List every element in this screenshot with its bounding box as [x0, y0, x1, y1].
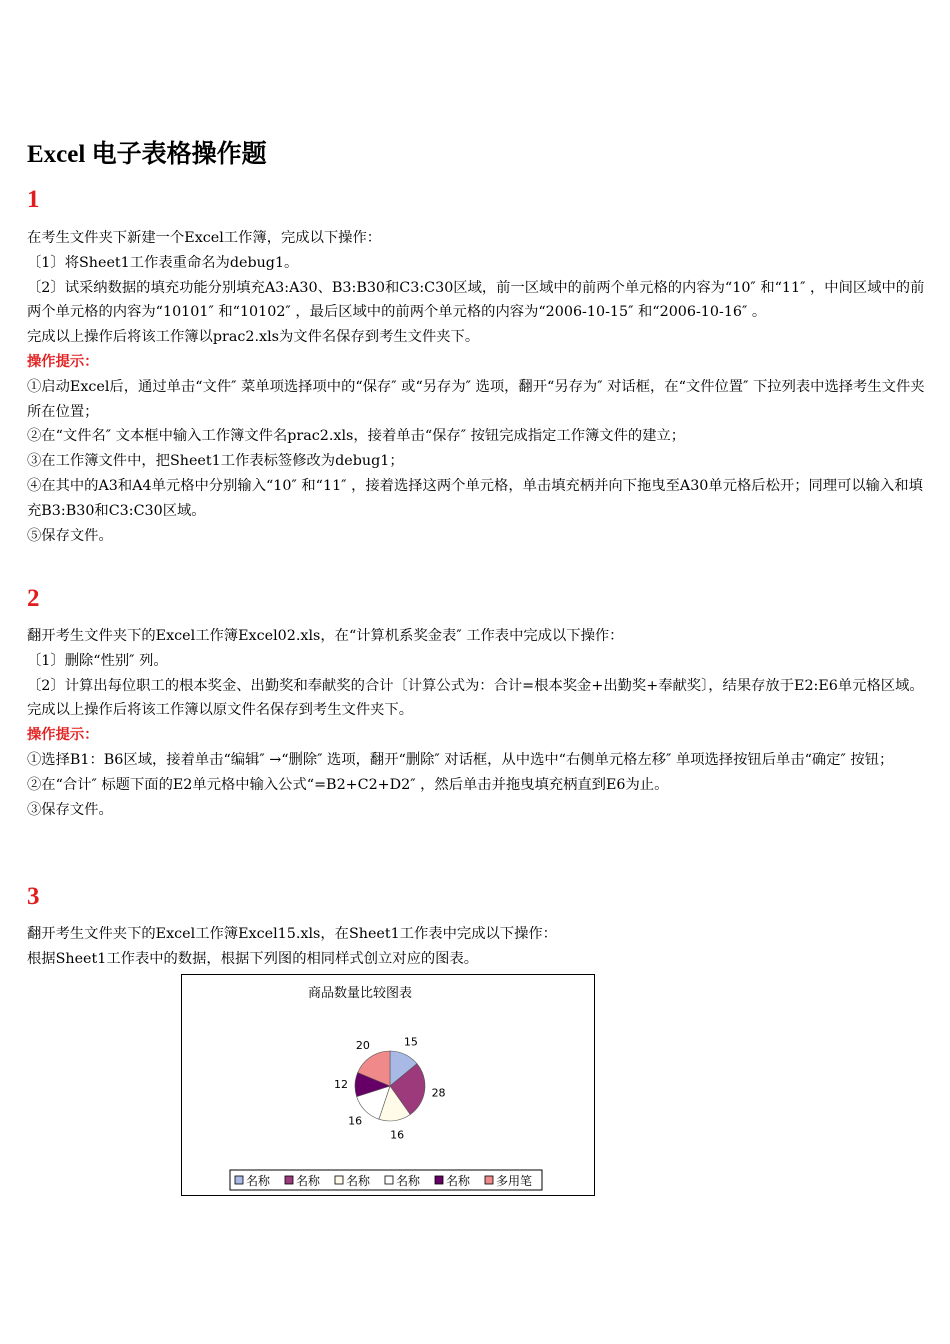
- hint-label: 操作提示：: [27, 727, 99, 744]
- pie-data-label: 15: [403, 1035, 418, 1049]
- pie-data-label: 20: [355, 1039, 370, 1053]
- legend-label: 名称: [396, 1174, 421, 1188]
- pie-data-label: 16: [348, 1114, 363, 1128]
- pie-data-label: 12: [334, 1077, 349, 1091]
- pie-chart: [181, 974, 595, 1196]
- legend-swatch: [335, 1176, 343, 1184]
- section-1-body: [27, 226, 925, 548]
- pie-data-label: 28: [431, 1086, 446, 1100]
- pie-chart-canvas: [182, 975, 594, 1195]
- paragraph: 〔1〕删除“性别″ 列。: [27, 652, 168, 669]
- chart-title: 商品数量比较图表: [307, 986, 413, 1001]
- paragraph: 完成以上操作后将该工作簿以原文件名保存到考生文件夹下。: [27, 702, 414, 719]
- hint-step: ①启动Excel后，通过单击“文件″ 菜单项选择项中的“保存″ 或“另存为″ 选项，翻开“另存为″ 对话框，在“文件位置″ 下拉列表中选择考生文件夹所在位置；: [27, 378, 925, 420]
- hint-step: ②在“文件名″ 文本框中输入工作簿文件名prac2.xls，接着单击“保存″ 按钮完成指定工作簿文件的建立；: [27, 428, 686, 445]
- hint-step: ④在其中的A3和A4单元格中分别输入“10″ 和“11″ ，接着选择这两个单元格，单击填充柄并向下拖曳至A30单元格后松开；同理可以输入和填充B3:B30和C3:C30区域。: [27, 477, 923, 519]
- hint-step: ③在工作簿文件中，把Sheet1工作表标签修改为debug1；: [27, 453, 404, 470]
- paragraph: 翻开考生文件夹下的Excel工作簿Excel02.xls，在“计算机系奖金表″ 工作表中完成以下操作：: [27, 628, 624, 644]
- legend-swatch: [485, 1176, 493, 1184]
- paragraph: 〔2〕计算出每位职工的根本奖金、出勤奖和奉献奖的合计〔计算公式为：合计=根本奖金+出勤奖+奉献奖〕，结果存放于E2:E6单元格区域。: [27, 677, 924, 694]
- legend-swatch: [385, 1176, 393, 1184]
- legend-label: 名称: [296, 1174, 321, 1188]
- paragraph: 〔2〕试采纳数据的填充功能分别填充A3:A30、B3:B30和C3:C30区域，前一区域中的前两个单元格的内容为“10″ 和“11″ ，中间区域中的前两个单元格的内容为“10101″ 和“10102″ ，最后区域中的前两个单元格的内容为“2006-10-15″ 和“2006-10-16″ 。: [27, 279, 925, 321]
- paragraph: 在考生文件夹下新建一个Excel工作簿，完成以下操作：: [27, 230, 382, 246]
- section-2-body: [27, 624, 925, 822]
- section-1-number: 1: [27, 186, 40, 213]
- document-title: Excel 电子表格操作题: [27, 141, 267, 168]
- legend-swatch: [235, 1176, 243, 1184]
- legend-swatch: [435, 1176, 443, 1184]
- section-3-number: 3: [27, 883, 40, 910]
- hint-label: 操作提示：: [27, 353, 99, 370]
- paragraph: 完成以上操作后将该工作簿以prac2.xls为文件名保存到考生文件夹下。: [27, 329, 480, 346]
- paragraph: 根据Sheet1工作表中的数据，根据下列图的相同样式创立对应的图表。: [27, 950, 479, 967]
- legend-label: 名称: [246, 1174, 271, 1188]
- hint-step: ③保存文件。: [27, 801, 113, 818]
- hint-step: ⑤保存文件。: [27, 527, 113, 544]
- section-2-number: 2: [27, 585, 40, 612]
- paragraph: 翻开考生文件夹下的Excel工作簿Excel15.xls，在Sheet1工作表中完成以下操作：: [27, 926, 557, 942]
- section-3-body: [27, 922, 925, 972]
- legend-label: 名称: [346, 1174, 371, 1188]
- hint-step: ②在“合计″ 标题下面的E2单元格中输入公式“=B2+C2+D2″ ，然后单击并拖曳填充柄直到E6为止。: [27, 776, 669, 793]
- legend-swatch: [285, 1176, 293, 1184]
- paragraph: 〔1〕将Sheet1工作表重命名为debug1。: [27, 254, 299, 271]
- legend-label: 名称: [446, 1174, 471, 1188]
- pie-data-label: 16: [390, 1128, 405, 1142]
- hint-step: ①选择B1：B6区域，接着单击“编辑″ →“删除″ 选项，翻开“删除″ 对话框，从中选中“右侧单元格左移″ 单项选择按钮后单击“确定″ 按钮；: [27, 751, 894, 768]
- legend-label: 多用笔: [496, 1174, 533, 1188]
